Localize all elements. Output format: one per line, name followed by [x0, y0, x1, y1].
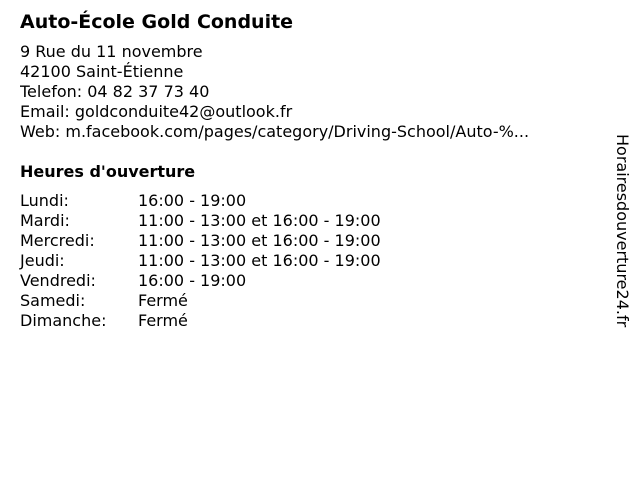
time-value: 11:00 - 13:00 et 16:00 - 19:00 [138, 211, 381, 230]
time-value: 16:00 - 19:00 [138, 271, 247, 290]
hours-row-sunday [20, 311, 600, 331]
email-line[interactable]: Email: goldconduite42@outlook.fr [20, 102, 293, 121]
address-line-2: 42100 Saint-Étienne [20, 62, 184, 81]
day-label: Mardi: [20, 211, 70, 230]
time-value: Fermé [138, 291, 188, 310]
opening-hours-heading: Heures d'ouverture [20, 162, 196, 181]
watermark-text: Horairesdouverture24.fr [613, 134, 632, 328]
hours-row-saturday [20, 291, 600, 311]
hours-row-tuesday [20, 211, 600, 231]
watermark-vertical [612, 134, 632, 374]
day-label: Vendredi: [20, 271, 96, 290]
time-value: 16:00 - 19:00 [138, 191, 247, 210]
time-value: Fermé [138, 311, 188, 330]
time-value: 11:00 - 13:00 et 16:00 - 19:00 [138, 251, 381, 270]
phone-line[interactable]: Telefon: 04 82 37 73 40 [20, 82, 210, 101]
day-label: Dimanche: [20, 311, 107, 330]
day-label: Mercredi: [20, 231, 95, 250]
address-line-1: 9 Rue du 11 novembre [20, 42, 203, 61]
day-label: Samedi: [20, 291, 86, 310]
hours-row-monday [20, 191, 600, 211]
day-label: Lundi: [20, 191, 69, 210]
web-line[interactable]: Web: m.facebook.com/pages/category/Driving-School/Auto-%... [20, 122, 530, 141]
time-value: 11:00 - 13:00 et 16:00 - 19:00 [138, 231, 381, 250]
business-name: Auto-École Gold Conduite [20, 11, 294, 33]
day-label: Jeudi: [20, 251, 65, 270]
opening-hours-table [20, 191, 600, 331]
business-card [20, 10, 600, 331]
hours-row-wednesday [20, 231, 600, 251]
hours-row-friday [20, 271, 600, 291]
hours-row-thursday [20, 251, 600, 271]
